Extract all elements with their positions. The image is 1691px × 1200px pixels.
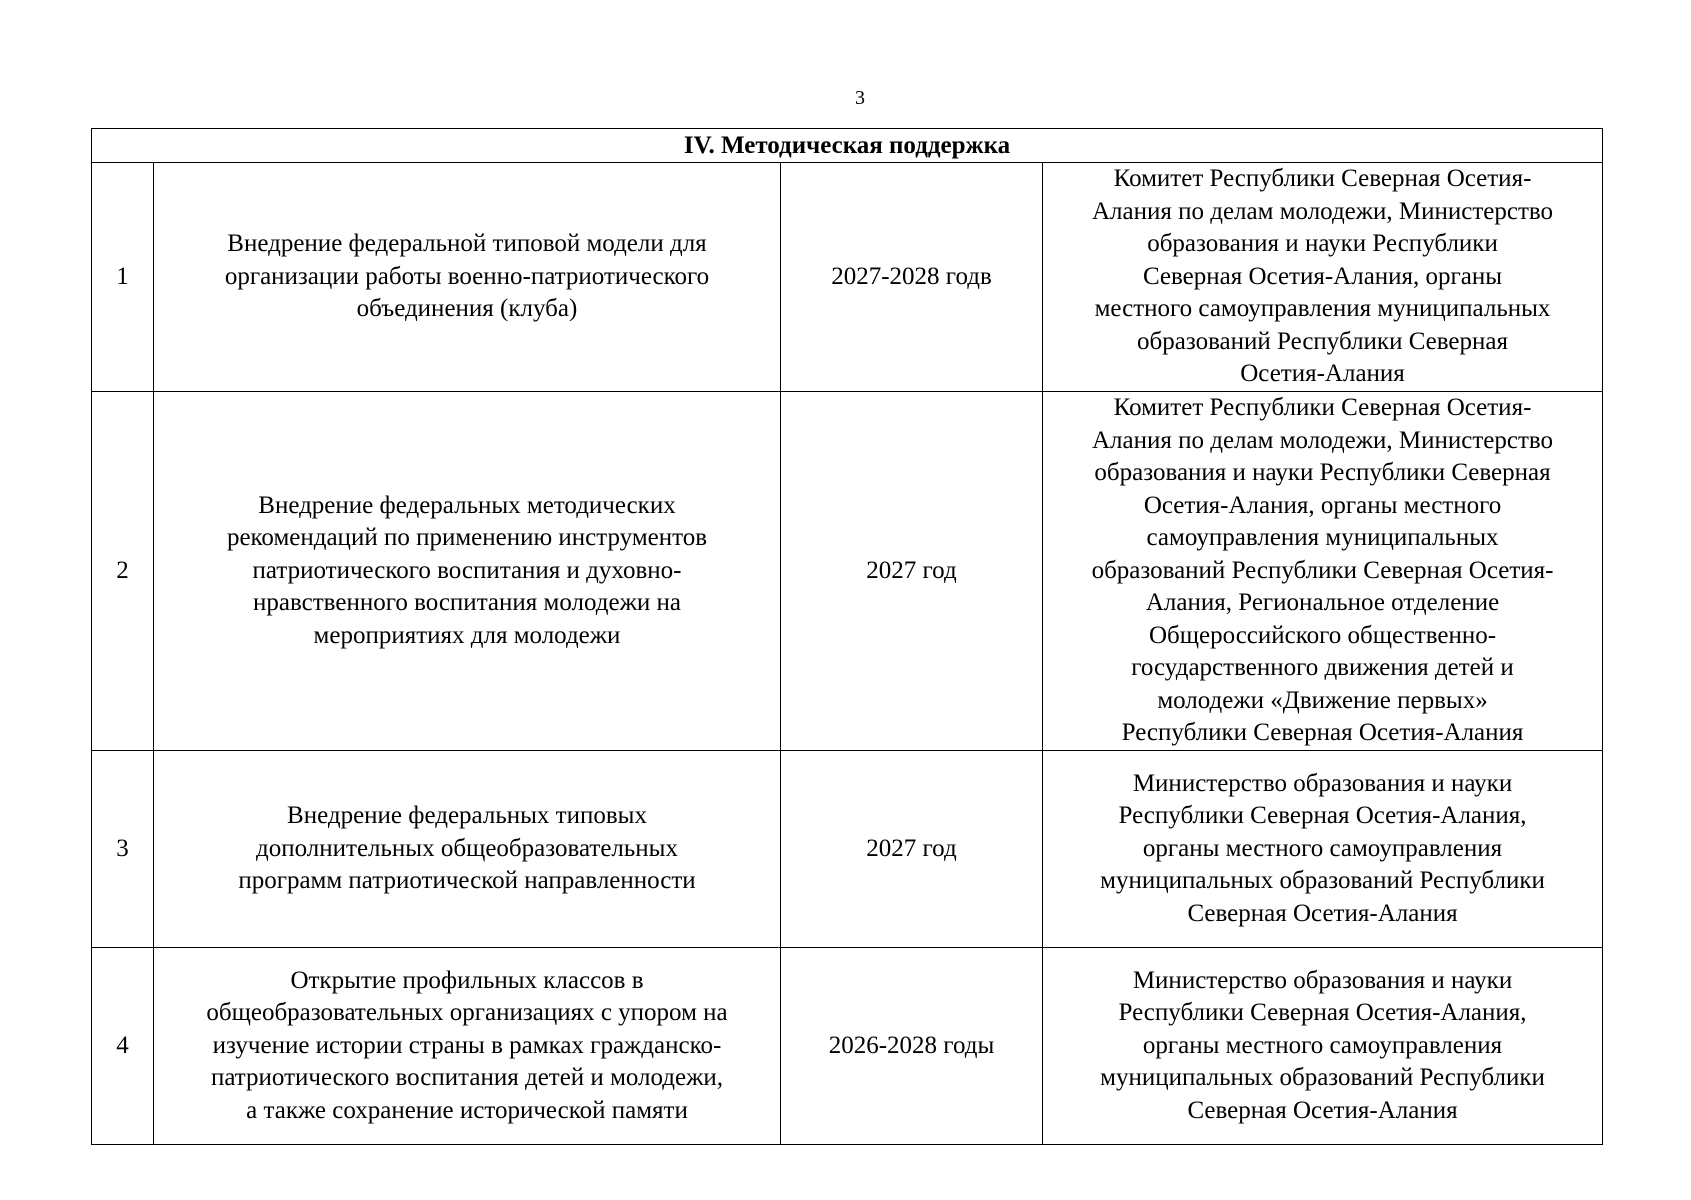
responsible-cell: Комитет Республики Северная Осетия- Алания по делам молодежи, Министерство образования и науки Республики Северная Осетия-Алания, органы местного самоуправления муниципальных образований Республики Северная Осетия-Алания [1043,163,1603,392]
row-number: 1 [92,163,154,392]
section-heading-row [92,129,1603,163]
activity-cell: Внедрение федеральных типовых дополнительных общеобразовательных программ патриотической направленности [154,751,781,948]
row-number: 4 [92,948,154,1145]
row-number: 3 [92,751,154,948]
table-row [92,751,1603,948]
methodical-support-table [91,128,1603,1145]
table-row [92,163,1603,392]
page-number: 3 [855,87,865,109]
term-cell: 2026-2028 годы [781,948,1043,1145]
activity-cell: Внедрение федеральной типовой модели для организации работы военно-патриотического объединения (клуба) [154,163,781,392]
row-number: 2 [92,392,154,751]
section-title: IV. Методическая поддержка [92,129,1603,163]
table-row [92,392,1603,751]
activity-cell: Открытие профильных классов в общеобразовательных организациях с упором на изучение истории страны в рамках гражданско- патриотического воспитания детей и молодежи, а также сохранение исторической памяти [154,948,781,1145]
responsible-cell: Комитет Республики Северная Осетия- Алания по делам молодежи, Министерство образования и науки Республики Северная Осетия-Алания, органы местного самоуправления муниципальных образований Республики Северная Осетия- Алания, Региональное отделение Общероссийского общественно- государственного движения детей и молодежи «Движение первых» Республики Северная Осетия-Алания [1043,392,1603,751]
term-cell: 2027 год [781,751,1043,948]
responsible-cell: Министерство образования и науки Республики Северная Осетия-Алания, органы местного самоуправления муниципальных образований Республики Северная Осетия-Алания [1043,948,1603,1145]
term-cell: 2027-2028 годв [781,163,1043,392]
activity-cell: Внедрение федеральных методических рекомендаций по применению инструментов патриотического воспитания и духовно- нравственного воспитания молодежи на мероприятиях для молодежи [154,392,781,751]
responsible-cell: Министерство образования и науки Республики Северная Осетия-Алания, органы местного самоуправления муниципальных образований Республики Северная Осетия-Алания [1043,751,1603,948]
term-cell: 2027 год [781,392,1043,751]
table-row [92,948,1603,1145]
